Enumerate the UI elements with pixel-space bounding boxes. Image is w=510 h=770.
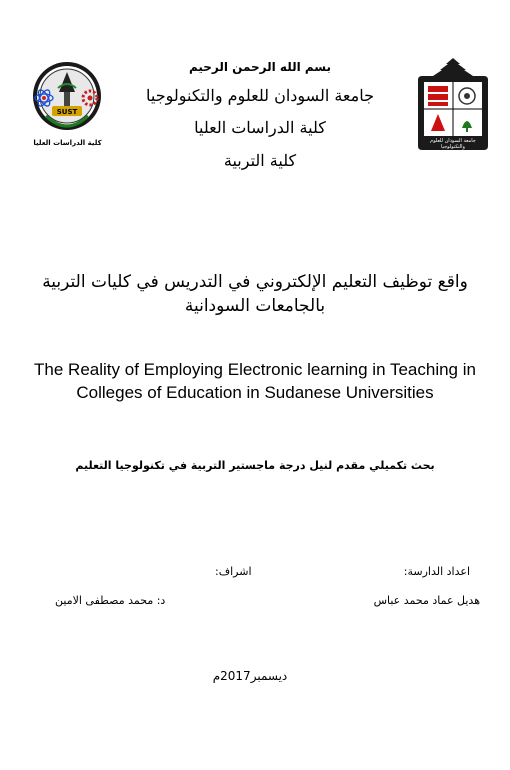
seal-band-text: جامعة السودان للعلوم والتكنولوجيا xyxy=(430,138,476,150)
supervisor-label: اشراف: xyxy=(215,565,252,578)
university-name: جامعة السودان للعلوم والتكنولوجيا xyxy=(146,86,374,105)
degree-statement: بحث تكميلي مقدم لنيل درجة ماجستير التربية في تكنولوجيا التعليم xyxy=(75,459,435,472)
basmala: بسم الله الرحمن الرحيم xyxy=(188,60,332,74)
thesis-title-english: The Reality of Employing Electronic learning in Teaching in Colleges of Education in Sudanese Universities xyxy=(34,360,476,402)
prepared-by-label: اعداد الدارسة: xyxy=(403,565,470,578)
graduate-college-name: كلية الدراسات العليا xyxy=(194,118,326,137)
supervisor-name: د: محمد مصطفى الامين xyxy=(55,594,166,607)
graduate-college-logo xyxy=(28,58,106,150)
sust-badge-text: SUST xyxy=(56,108,78,116)
logo-caption: كلية الدراسات العليا xyxy=(33,139,102,147)
faculty-name: كلية التربية xyxy=(223,151,297,170)
thesis-title-arabic: واقع توظيف التعليم الإلكتروني في التدريس في كليات التربية بالجامعات السودانية xyxy=(42,272,468,316)
student-name: هديل عماد محمد عباس xyxy=(373,594,480,607)
submission-date: ديسمبر2017م xyxy=(212,669,288,683)
